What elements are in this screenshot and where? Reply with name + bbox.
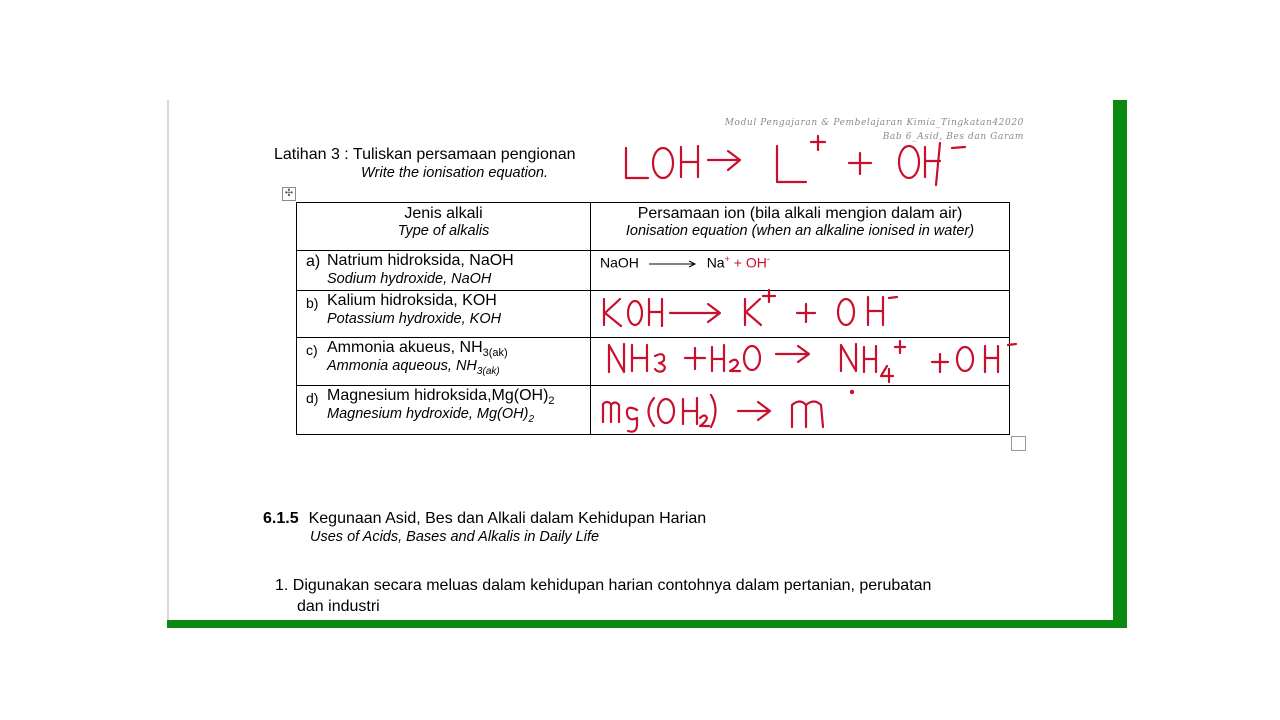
section-subtitle: Uses of Acids, Bases and Alkalis in Daily Life bbox=[310, 529, 600, 545]
equation-cell[interactable] bbox=[591, 386, 1010, 435]
eq-plus: + bbox=[733, 254, 742, 271]
equation-cell bbox=[591, 251, 1010, 291]
resize-square-icon[interactable] bbox=[1011, 436, 1026, 451]
col2-header: Persamaan ion (bila alkali mengion dalam air) bbox=[637, 205, 963, 222]
page-header bbox=[725, 116, 1024, 144]
header-line-1: Modul Pengajaran & Pembelajaran Kimia_Tingkatan42020 bbox=[724, 118, 1024, 128]
alkali-name: Kalium hidroksida, KOH bbox=[327, 292, 497, 309]
alkali-name: Natrium hidroksida, NaOH bbox=[327, 252, 514, 269]
equation-cell[interactable] bbox=[591, 338, 1010, 386]
section-number: 6.1.5 bbox=[263, 510, 299, 527]
alkali-name-en: Sodium hydroxide, NaOH bbox=[327, 271, 492, 287]
table-row bbox=[297, 386, 1010, 435]
col1-header-en: Type of alkalis bbox=[397, 223, 490, 239]
eq-product2: OH bbox=[745, 254, 767, 271]
alkali-cell bbox=[297, 338, 591, 386]
list-item-number: 1. bbox=[275, 577, 289, 594]
row-marker: b) bbox=[306, 295, 319, 311]
alkali-name: Magnesium $hidroksida,Mg(OH)_2$ bbox=[327, 387, 555, 408]
section-title: Kegunaan Asid, Bes dan Alkali dalam Kehidupan Harian bbox=[308, 510, 707, 527]
table-row bbox=[297, 338, 1010, 386]
frame-right-border bbox=[1113, 100, 1127, 628]
alkali-name-en: Magnesium hydroxide, $Mg(OH)_2$ bbox=[327, 406, 535, 425]
eq-product1-charge: + bbox=[724, 254, 730, 264]
alkali-cell bbox=[297, 291, 591, 338]
alkali-cell bbox=[297, 251, 591, 291]
alkali-name-en-subscript: 3(ak) bbox=[476, 365, 500, 377]
list-item-continuation: dan industri bbox=[297, 598, 380, 615]
table-row bbox=[297, 251, 1010, 291]
table-header-col2 bbox=[591, 203, 1010, 251]
table-header-row bbox=[297, 203, 1010, 251]
alkali-name-subscript: 2 bbox=[548, 395, 555, 408]
alkali-table bbox=[296, 202, 1010, 435]
table-header-col1 bbox=[297, 203, 591, 251]
row-marker: d) bbox=[306, 390, 319, 406]
naoh-equation bbox=[600, 254, 770, 271]
section-heading bbox=[263, 510, 706, 528]
header-line-2: Bab 6_Asid, Bes dan Garam bbox=[882, 132, 1024, 142]
alkali-name-en: Potassium hydroxide, KOH bbox=[327, 311, 502, 327]
move-cross-icon[interactable]: ✣ bbox=[282, 187, 296, 201]
alkali-name: Ammonia akueus, $NH_{3(ak)}$ bbox=[327, 339, 508, 360]
alkali-name-en-subscript: 2 bbox=[528, 413, 535, 425]
exercise-title: Latihan 3 : Tuliskan persamaan pengionan bbox=[274, 146, 576, 163]
frame-bottom-border bbox=[167, 620, 1127, 628]
alkali-name-subscript: 3(ak) bbox=[482, 347, 508, 360]
exercise-subtitle: Write the ionisation equation. bbox=[361, 165, 548, 181]
eq-product2-charge: - bbox=[766, 254, 770, 264]
table-row bbox=[297, 291, 1010, 338]
row-marker: c) bbox=[306, 342, 318, 358]
alkali-cell bbox=[297, 386, 591, 435]
eq-reactant: NaOH bbox=[600, 254, 639, 271]
eq-product1: Na bbox=[706, 254, 725, 271]
col2-header-en: Ionisation equation (when an alkaline ionised in water) bbox=[625, 223, 975, 239]
page-left-edge bbox=[167, 100, 169, 628]
col1-header: Jenis alkali bbox=[404, 205, 483, 222]
list-item bbox=[275, 577, 931, 595]
equation-cell[interactable] bbox=[591, 291, 1010, 338]
row-marker: a) bbox=[306, 253, 321, 270]
reaction-arrow-icon bbox=[643, 259, 703, 269]
alkali-name-en: Ammonia aqueous, $NH_{3(ak)}$ bbox=[327, 358, 500, 377]
list-item-text: Digunakan secara meluas dalam kehidupan harian contohnya dalam pertanian, perubatan bbox=[292, 577, 932, 594]
